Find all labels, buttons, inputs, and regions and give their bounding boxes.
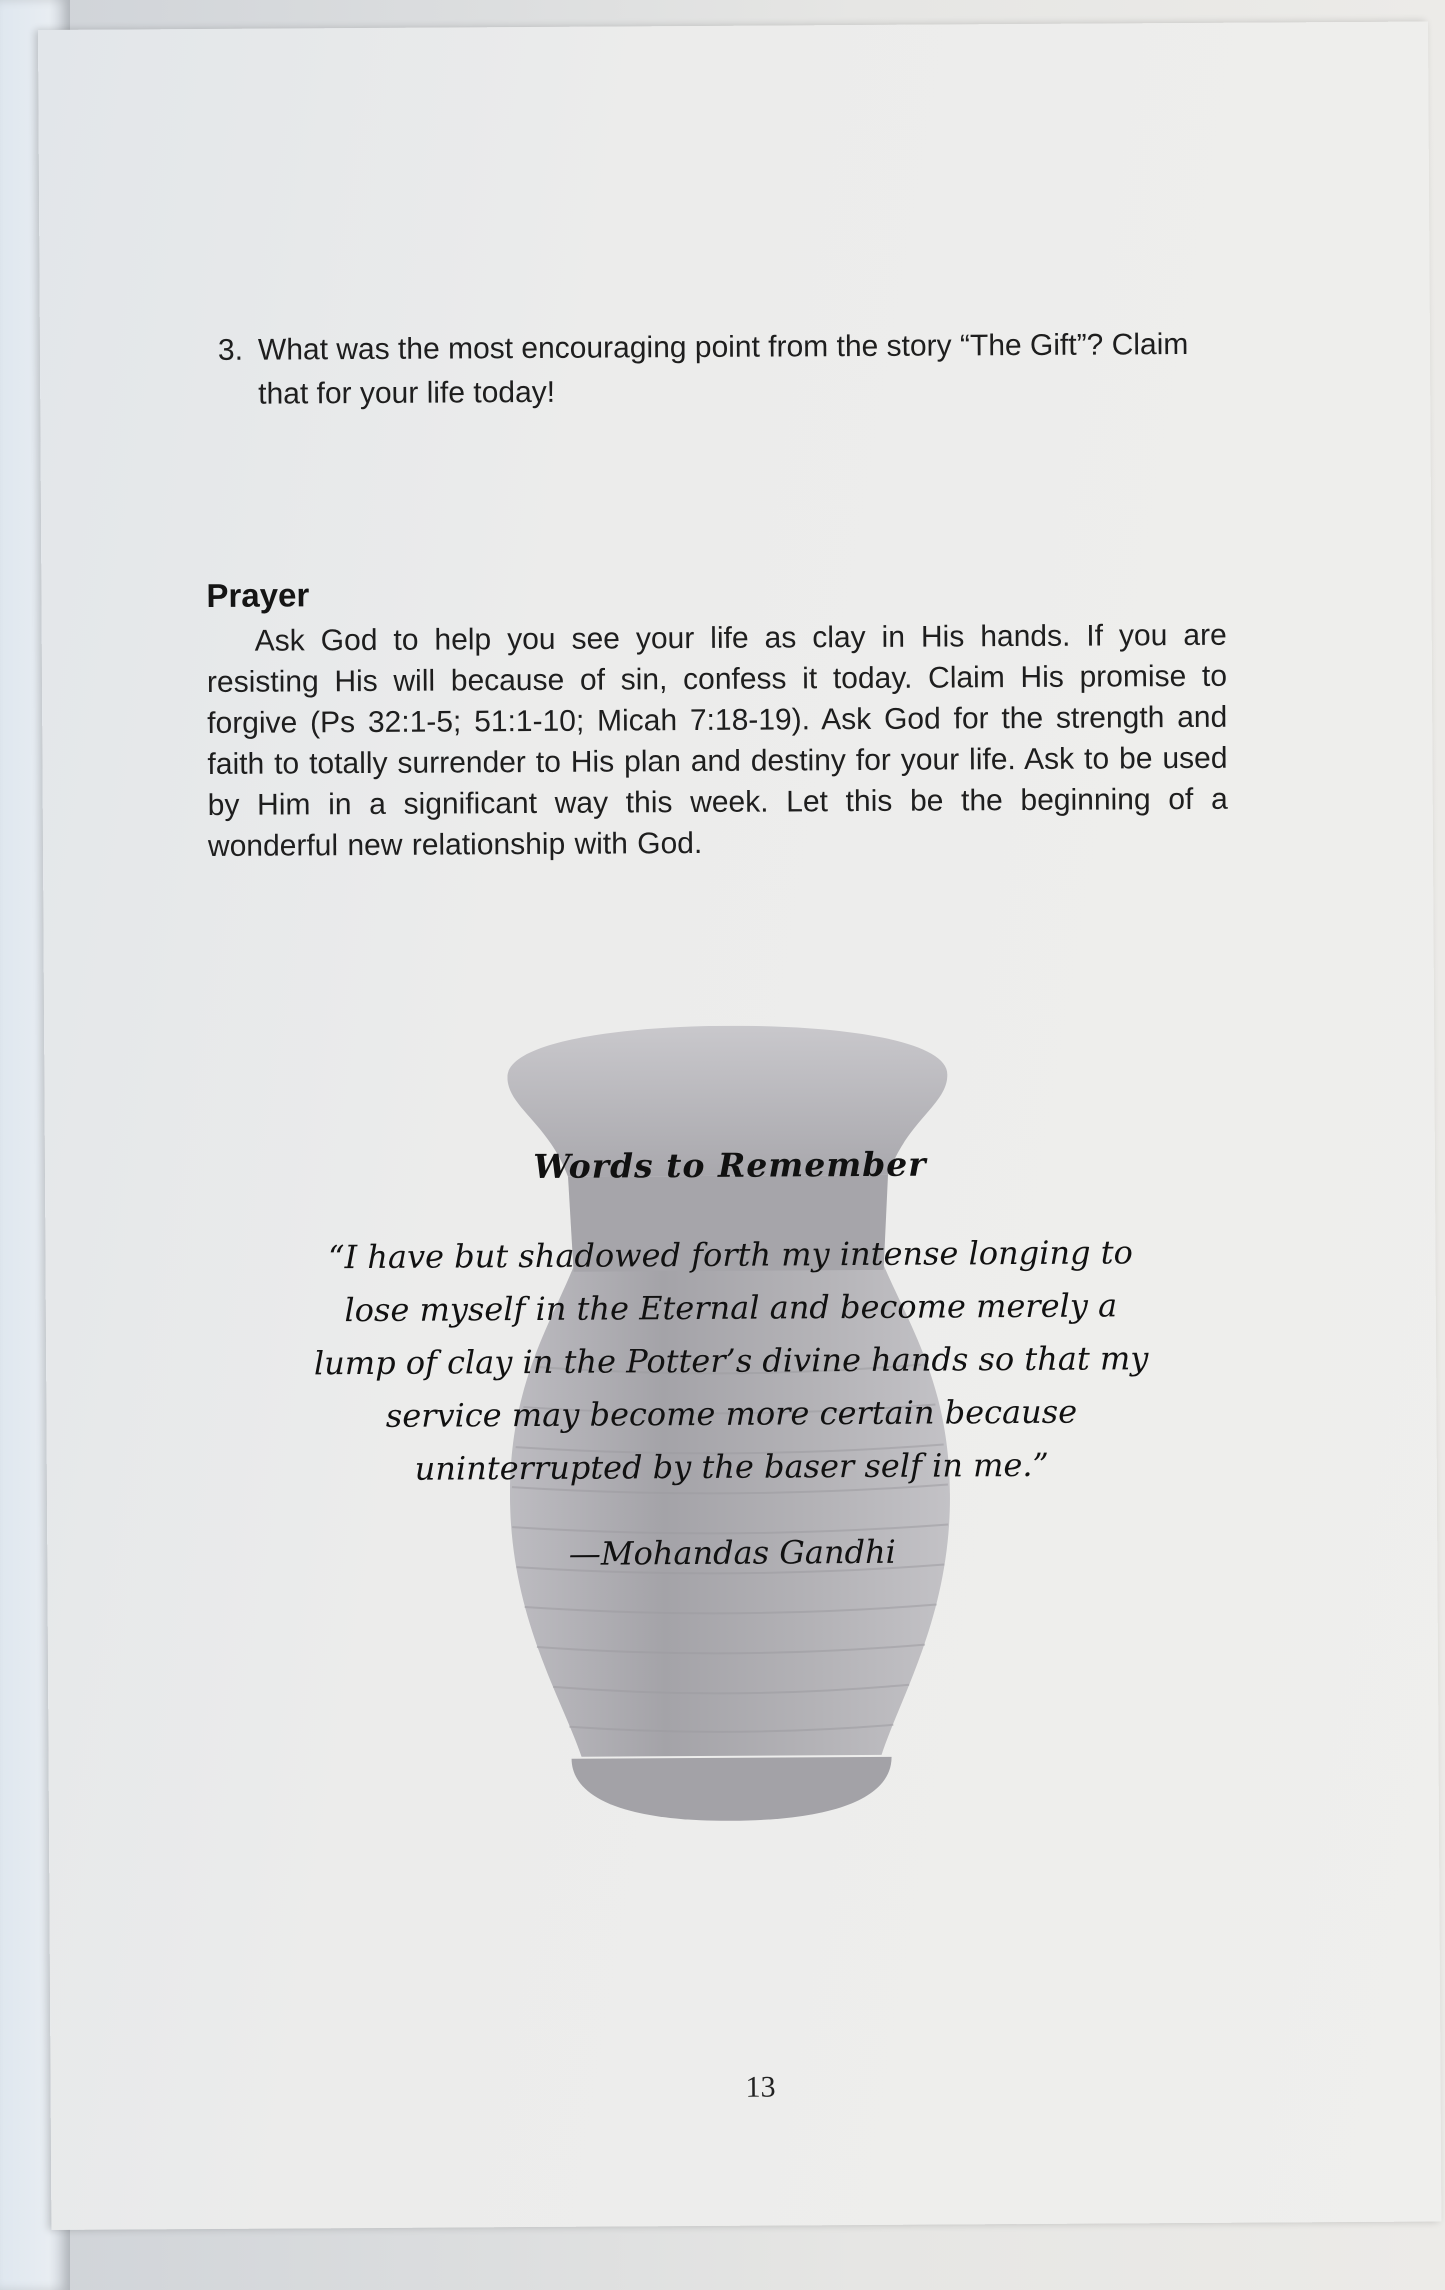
question-item [218, 323, 1229, 417]
book-page [38, 22, 1441, 2230]
quote-attribution: —Mohandas Gandhi [568, 1532, 896, 1573]
question-number: 3. [217, 333, 244, 367]
words-to-remember-title: Words to Remember [533, 1144, 927, 1186]
quote-text: “I have but shadowed forth my intense longing to lose myself in the Eternal and become merely a lump of clay in the Potter’s divine hands so that my service may become more certain because uninterrupted by the baser self in me.” [313, 1233, 1149, 1488]
question-text: What was the most encouraging point from the story “The Gift”? Claim that for your life today! [257, 327, 1189, 411]
page-number: 13 [745, 2070, 776, 2104]
words-to-remember [280, 1143, 1183, 1574]
prayer-heading: Prayer [206, 576, 310, 614]
prayer-body: Ask God to help you see your life as clay in His hands. If you are resisting His will because of sin, confess it today. Claim His promise to forgive (Ps 32:1-5; 51:1-10; Micah 7:18-19). Ask God for the strength and faith to totally surrender to His plan and destiny for your life. Ask to be used by Him in a significant way this week. Let this be the beginning of a wonderful new relationship with God. [206, 618, 1228, 863]
